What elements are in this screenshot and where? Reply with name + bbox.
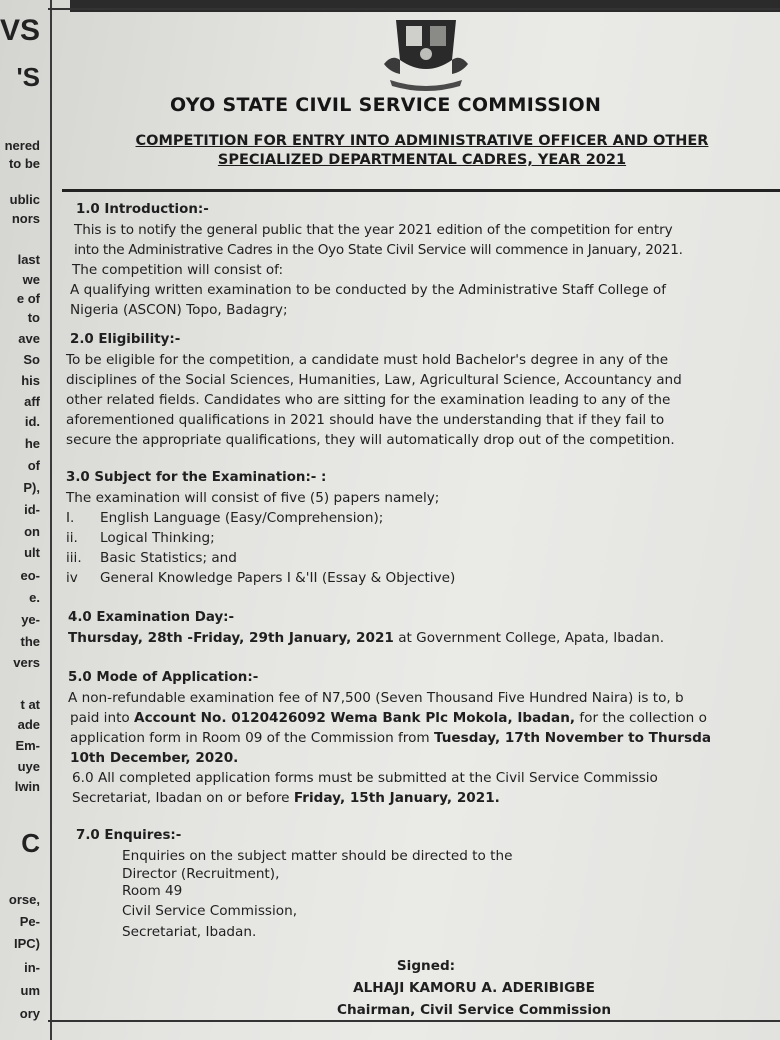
text-line: other related fields. Candidates who are sitting for the examination leading to any of the — [66, 392, 671, 408]
fragment-text: last — [17, 252, 40, 267]
signed-label: Signed: — [396, 958, 456, 974]
fragment-text: eo- — [20, 568, 40, 583]
section-subjects — [66, 468, 780, 588]
state-crest-icon — [378, 14, 474, 94]
fragment-text: nered — [4, 138, 40, 153]
page-title: OYO STATE CIVIL SERVICE COMMISSION — [170, 94, 602, 116]
section-introduction — [66, 200, 780, 320]
section-title: 7.0 Enquires:- — [76, 828, 182, 843]
fragment-text: So — [23, 352, 40, 367]
list-item: I. English Language (Easy/Comprehension); — [66, 510, 384, 526]
fragment-text: ory — [19, 1006, 40, 1021]
section-application — [66, 668, 780, 808]
fragment-text: lwin — [14, 779, 40, 794]
text-line: A non-refundable examination fee of N7,500 (Seven Thousand Five Hundred Naira) is to, b — [68, 690, 684, 706]
advert-bottom-border — [48, 1020, 780, 1022]
fragment-text: C — [21, 828, 40, 858]
fragment-text: of — [27, 458, 40, 473]
section-title: 4.0 Examination Day:- — [68, 610, 235, 625]
section-exam-day — [66, 608, 780, 648]
notice-subtitle — [62, 128, 780, 192]
signatory-position: Chairman, Civil Service Commission — [336, 1002, 612, 1018]
fragment-text: e. — [29, 590, 40, 605]
section-title: 2.0 Eligibility:- — [70, 332, 181, 347]
fragment-text: P), — [23, 480, 40, 495]
fragment-text: we — [22, 272, 40, 287]
text-line: Secretariat, Ibadan. — [122, 924, 257, 940]
text-line: paid into Account No. 0120426092 Wema Bank Plc Mokola, Ibadan, for the collection o — [70, 710, 707, 726]
fragment-text: e of — [16, 291, 40, 306]
list-item: iii. Basic Statistics; and — [66, 550, 237, 566]
section-title: 5.0 Mode of Application:- — [68, 670, 259, 685]
text-line: To be eligible for the competition, a candidate must hold Bachelor's degree in any of the — [66, 352, 669, 368]
fragment-text: on — [24, 524, 40, 539]
text-line: The examination will consist of five (5) papers namely; — [66, 490, 440, 506]
text-line: Director (Recruitment), — [122, 866, 280, 882]
fragment-text: id. — [24, 414, 40, 429]
text-line: disciplines of the Social Sciences, Humanities, Law, Agricultural Science, Accountancy and — [66, 372, 682, 388]
fragment-text: in- — [24, 960, 40, 975]
text-line: Nigeria (ASCON) Topo, Badagry; — [70, 302, 288, 318]
text-line: aforementioned qualifications in 2021 should have the understanding that if they fail to — [66, 412, 665, 428]
text-line: Room 49 — [122, 883, 183, 899]
fragment-text: Em- — [15, 738, 40, 753]
fragment-text: nors — [11, 211, 40, 226]
fragment-text: ave — [18, 331, 40, 346]
text-line: Secretariat, Ibadan on or before Friday, 15th January, 2021. — [72, 790, 500, 806]
fragment-text: he — [24, 436, 40, 451]
fragment-text: vers — [13, 655, 40, 670]
fragment-text: ade — [17, 717, 40, 732]
fragment-text: uye — [17, 759, 40, 774]
text-line: Civil Service Commission, — [122, 903, 298, 919]
fragment-text: ult — [24, 545, 40, 560]
fragment-text: t at — [20, 697, 40, 712]
text-line: Thursday, 28th -Friday, 29th January, 2021 at Government College, Apata, Ibadan. — [68, 630, 665, 646]
fragment-text: orse, — [8, 892, 40, 907]
fragment-text: VS — [0, 14, 40, 47]
fragment-text: ye- — [21, 612, 40, 627]
text-line: Enquiries on the subject matter should be directed to the — [122, 848, 513, 864]
fragment-text: the — [20, 634, 40, 649]
text-line: into the Administrative Cadres in the Oyo State Civil Service will commence in January, 2021. — [74, 242, 683, 258]
fragment-text: to — [27, 310, 40, 325]
fragment-text: id- — [24, 502, 40, 517]
text-line: secure the appropriate qualifications, they will automatically drop out of the competition. — [66, 432, 675, 448]
adjacent-column-fragments — [0, 0, 44, 1040]
text-line: A qualifying written examination to be conducted by the Administrative Staff College of — [70, 282, 667, 298]
fragment-text: his — [21, 373, 40, 388]
signatory-name: ALHAJI KAMORU A. ADERIBIGBE — [353, 980, 595, 996]
list-item: ii. Logical Thinking; — [66, 530, 215, 546]
fragment-text: to be — [8, 156, 40, 171]
fragment-text: 'S — [16, 62, 40, 92]
text-line: This is to notify the general public that the year 2021 edition of the competition for entry — [74, 222, 673, 238]
section-title: 3.0 Subject for the Examination:- : — [66, 470, 327, 485]
fragment-text: aff — [24, 394, 40, 409]
fragment-text: IPC) — [14, 936, 40, 951]
text-line: application form in Room 09 of the Commission from Tuesday, 17th November to Thursda — [70, 730, 711, 746]
fragment-text: ublic — [9, 192, 40, 207]
fragment-text: Pe- — [19, 914, 40, 929]
section-enquires — [66, 826, 780, 942]
section-title: 1.0 Introduction:- — [76, 202, 209, 217]
text-line: The competition will consist of: — [72, 262, 284, 278]
section-eligibility — [66, 330, 780, 450]
text-line: 10th December, 2020. — [70, 750, 239, 766]
fragment-text: um — [20, 983, 40, 998]
subtitle-line-1: COMPETITION FOR ENTRY INTO ADMINISTRATIVE OFFICER AND OTHER — [135, 133, 709, 149]
list-item: iv General Knowledge Papers I &'II (Essay & Objective) — [66, 570, 456, 586]
subtitle-line-2: SPECIALIZED DEPARTMENTAL CADRES, YEAR 2021 — [217, 152, 627, 168]
text-line: 6.0 All completed application forms must be submitted at the Civil Service Commissio — [72, 770, 658, 786]
